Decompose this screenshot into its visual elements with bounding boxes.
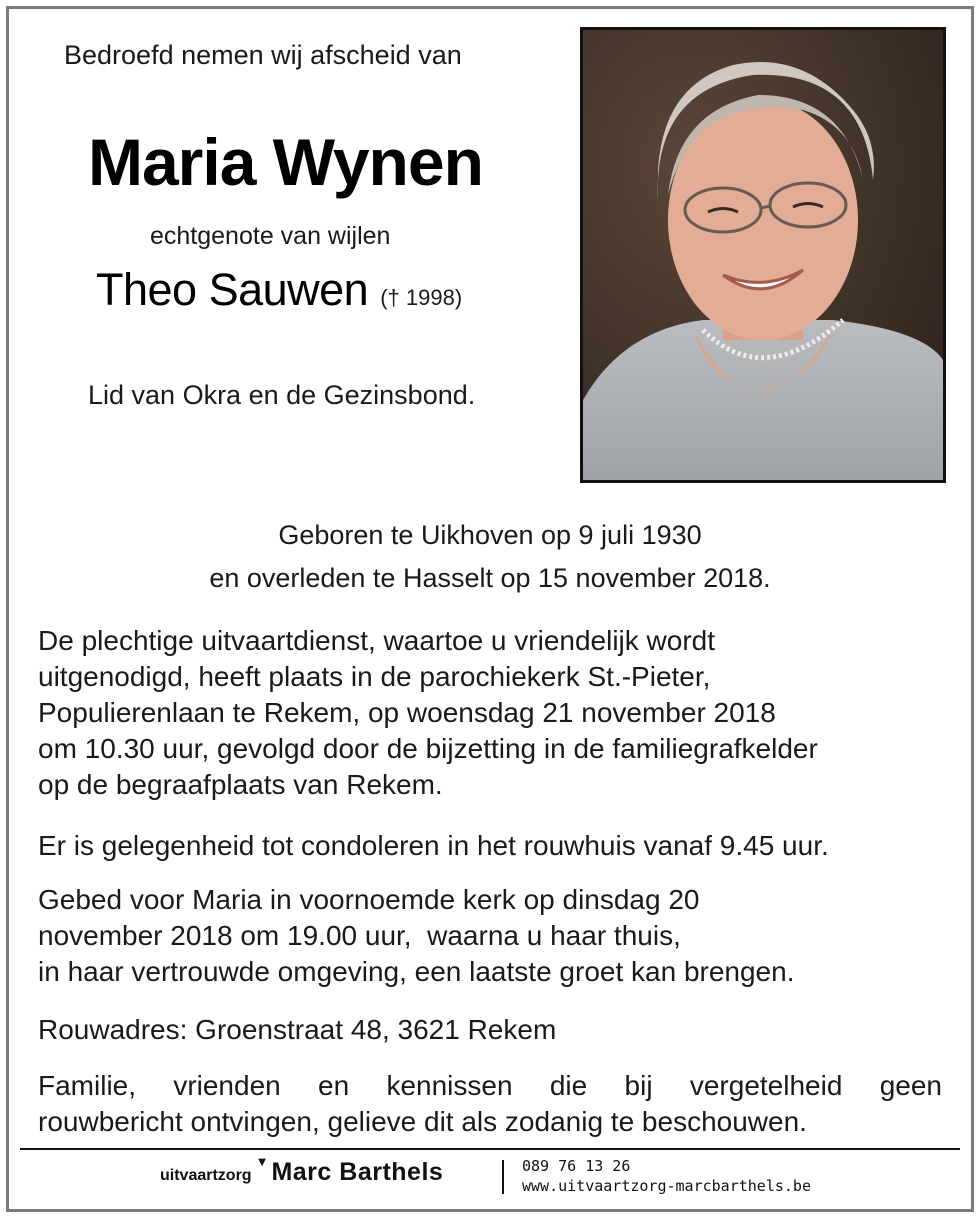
spouse-line <box>96 264 462 316</box>
family-word: geen <box>879 1070 942 1101</box>
spouse-relation: echtgenote van wijlen <box>150 222 391 250</box>
spouse-death-year: († 1998) <box>380 285 463 310</box>
service-paragraph <box>38 623 942 803</box>
prayer-line: in haar vertrouwde omgeving, een laatste groet kan brengen. <box>38 956 795 987</box>
family-line: rouwbericht ontvingen, gelieve dit als zodanig te beschouwen. <box>38 1106 807 1137</box>
portrait-photo <box>580 27 946 483</box>
family-line <box>38 1068 942 1104</box>
service-line: om 10.30 uur, gevolgd door de bijzetting in de familiegrafkelder <box>38 733 818 764</box>
family-word: vrienden <box>173 1070 281 1101</box>
service-line: op de begraafplaats van Rekem. <box>38 769 443 800</box>
family-word: en <box>318 1070 350 1101</box>
brand-prefix: uitvaartzorg <box>160 1167 252 1184</box>
footer-separator <box>502 1160 504 1194</box>
address-paragraph: Rouwadres: Groenstraat 48, 3621 Rekem <box>38 1014 557 1045</box>
prayer-line: november 2018 om 19.00 uur, waarna u haar thuis, <box>38 920 681 951</box>
condolence-paragraph: Er is gelegenheid tot condoleren in het rouwhuis vanaf 9.45 uur. <box>38 830 829 861</box>
family-word: Familie, <box>38 1070 137 1101</box>
family-word: vergetelheid <box>689 1070 843 1101</box>
family-word: bij <box>624 1070 653 1101</box>
death-line: en overleden te Hasselt op 15 november 2018. <box>209 563 771 593</box>
footer-contact <box>522 1156 811 1196</box>
service-line: uitgenodigd, heeft plaats in de parochiekerk St.-Pieter, <box>38 661 711 692</box>
service-line: De plechtige uitvaartdienst, waartoe u vriendelijk wordt <box>38 625 716 656</box>
footer-divider <box>20 1148 960 1150</box>
funeral-home-logo <box>160 1154 444 1198</box>
family-word: kennissen <box>386 1070 513 1101</box>
prayer-paragraph <box>38 882 942 990</box>
website-link[interactable]: www.uitvaartzorg-marcbarthels.be <box>522 1177 811 1195</box>
portrait-illustration <box>583 30 943 480</box>
membership-text: Lid van Okra en de Gezinsbond. <box>88 380 476 410</box>
family-word: die <box>549 1070 588 1101</box>
family-paragraph <box>38 1068 942 1140</box>
service-line: Populierenlaan te Rekem, op woensdag 21 november 2018 <box>38 697 776 728</box>
deceased-name: Maria Wynen <box>88 125 483 199</box>
prayer-line: Gebed voor Maria in voornoemde kerk op dinsdag 20 <box>38 884 700 915</box>
spouse-name: Theo Sauwen <box>96 264 369 315</box>
triangle-down-icon: ▼ <box>255 1154 269 1169</box>
phone-number: 089 76 13 26 <box>522 1157 631 1175</box>
intro-text: Bedroefd nemen wij afscheid van <box>64 40 462 70</box>
brand-name: Marc Barthels <box>271 1158 444 1186</box>
birth-line: Geboren te Uikhoven op 9 juli 1930 <box>278 520 702 550</box>
